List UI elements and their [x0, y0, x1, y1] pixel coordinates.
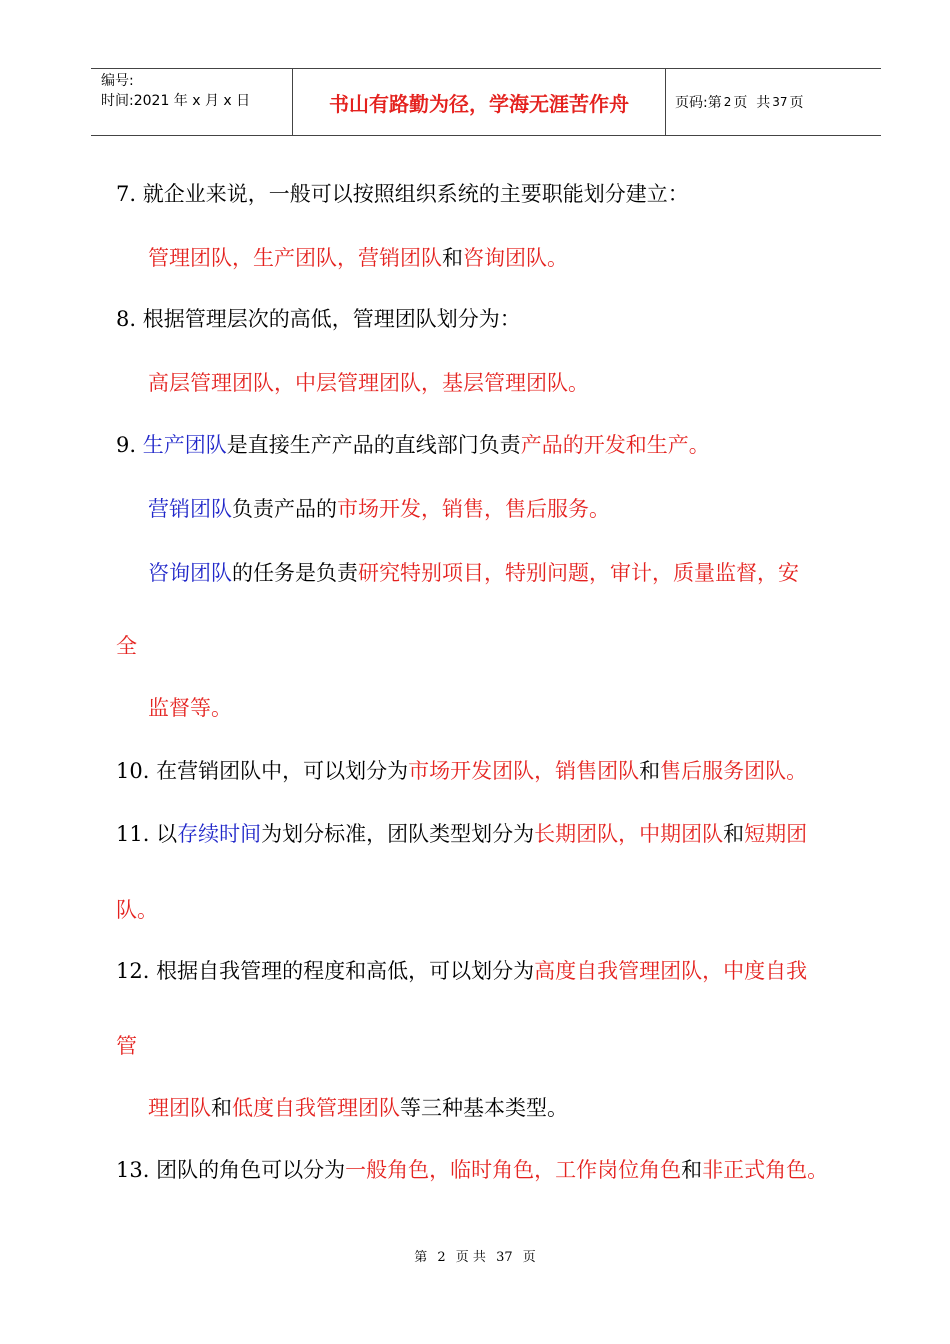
- text-segment: 12. 根据自我管理的程度和高低，可以划分为: [116, 959, 535, 983]
- page-footer: [0, 1246, 950, 1265]
- header-page-total: 37: [772, 95, 788, 109]
- text-segment: 市场开发团队，销售团队: [408, 759, 640, 783]
- text-segment: 营销团队: [148, 497, 232, 521]
- text-segment: 10. 在营销团队中，可以划分为: [116, 759, 409, 783]
- text-segment: 和: [723, 822, 745, 846]
- body-line: [148, 694, 232, 722]
- text-segment: 监督等。: [148, 696, 232, 720]
- footer-mid: 页 共: [455, 1250, 486, 1265]
- text-segment: 和: [442, 246, 463, 270]
- text-segment: 长期团队，中期团队: [534, 822, 724, 846]
- header-page-number: 2: [723, 95, 732, 109]
- body-line: [148, 559, 799, 587]
- text-segment: 全: [116, 634, 137, 658]
- text-segment: 市场开发，销售，售后服务。: [337, 497, 610, 521]
- text-segment: 9.: [116, 433, 143, 457]
- text-segment: 和: [681, 1158, 703, 1182]
- body-line: [148, 369, 589, 397]
- text-segment: 研究特别项目，特别问题，审计，质量监督，安: [358, 561, 799, 585]
- header-meta: [91, 69, 293, 135]
- page-header: [91, 68, 881, 136]
- text-segment: 13. 团队的角色可以分为: [116, 1158, 346, 1182]
- text-segment: 和: [211, 1096, 232, 1120]
- text-segment: 生产团队: [142, 433, 227, 457]
- text-segment: 短期团: [744, 822, 808, 846]
- text-segment: 售后服务团队。: [660, 759, 808, 783]
- body-line: [148, 1094, 568, 1122]
- body-line: [116, 632, 137, 660]
- header-page-mid: 页 共: [733, 95, 771, 111]
- text-segment: 咨询团队: [148, 561, 232, 585]
- text-segment: 的任务是负责: [232, 561, 358, 585]
- text-segment: 存续时间: [177, 822, 262, 846]
- body-line: [116, 1156, 828, 1184]
- body-line: [116, 957, 807, 985]
- header-page-suffix: 页: [789, 95, 804, 111]
- text-segment: 等三种基本类型。: [400, 1096, 568, 1120]
- text-segment: 负责产品的: [232, 497, 337, 521]
- footer-suffix: 页: [522, 1250, 536, 1265]
- body-line: [116, 896, 158, 924]
- text-segment: 为划分标准，团队类型划分为: [261, 822, 535, 846]
- text-segment: 非正式角色。: [702, 1158, 829, 1182]
- header-motto: [293, 69, 666, 135]
- header-time-label: 时间:2021 年 x 月 x 日: [101, 93, 251, 109]
- header-number-label: 编号:: [101, 73, 134, 89]
- footer-page-number: 2: [437, 1250, 446, 1265]
- text-segment: 管: [116, 1034, 137, 1058]
- text-segment: 一般角色，临时角色，工作岗位角色: [345, 1158, 682, 1182]
- text-segment: 理团队: [148, 1096, 211, 1120]
- body-line: [116, 1032, 137, 1060]
- text-segment: 低度自我管理团队: [232, 1096, 400, 1120]
- text-segment: 队。: [116, 898, 158, 922]
- text-segment: 咨询团队。: [463, 246, 568, 270]
- text-segment: 高度自我管理团队，中度自我: [534, 959, 808, 983]
- text-segment: 7. 就企业来说，一般可以按照组织系统的主要职能划分建立：: [116, 182, 689, 206]
- body-line: [116, 431, 710, 459]
- body-line: [148, 495, 610, 523]
- text-segment: 11. 以: [116, 822, 178, 846]
- text-segment: 高层管理团队，中层管理团队，基层管理团队。: [148, 371, 589, 395]
- text-segment: 8. 根据管理层次的高低，管理团队划分为：: [116, 307, 521, 331]
- motto-text: 书山有路勤为径，学海无涯苦作舟: [329, 91, 629, 116]
- body-line: [116, 180, 689, 208]
- text-segment: 是直接生产产品的直线部门负责: [226, 433, 521, 457]
- body-line: [116, 305, 521, 333]
- text-segment: 管理团队，生产团队，营销团队: [148, 246, 442, 270]
- body-line: [148, 244, 568, 272]
- text-segment: 产品的开发和生产。: [520, 433, 710, 457]
- footer-page-total: 37: [496, 1250, 513, 1265]
- header-page-info: [666, 69, 881, 135]
- text-segment: 和: [639, 759, 661, 783]
- body-line: [116, 820, 807, 848]
- header-page-prefix: 页码:第: [675, 95, 722, 111]
- footer-prefix: 第: [414, 1250, 428, 1265]
- body-line: [116, 757, 807, 785]
